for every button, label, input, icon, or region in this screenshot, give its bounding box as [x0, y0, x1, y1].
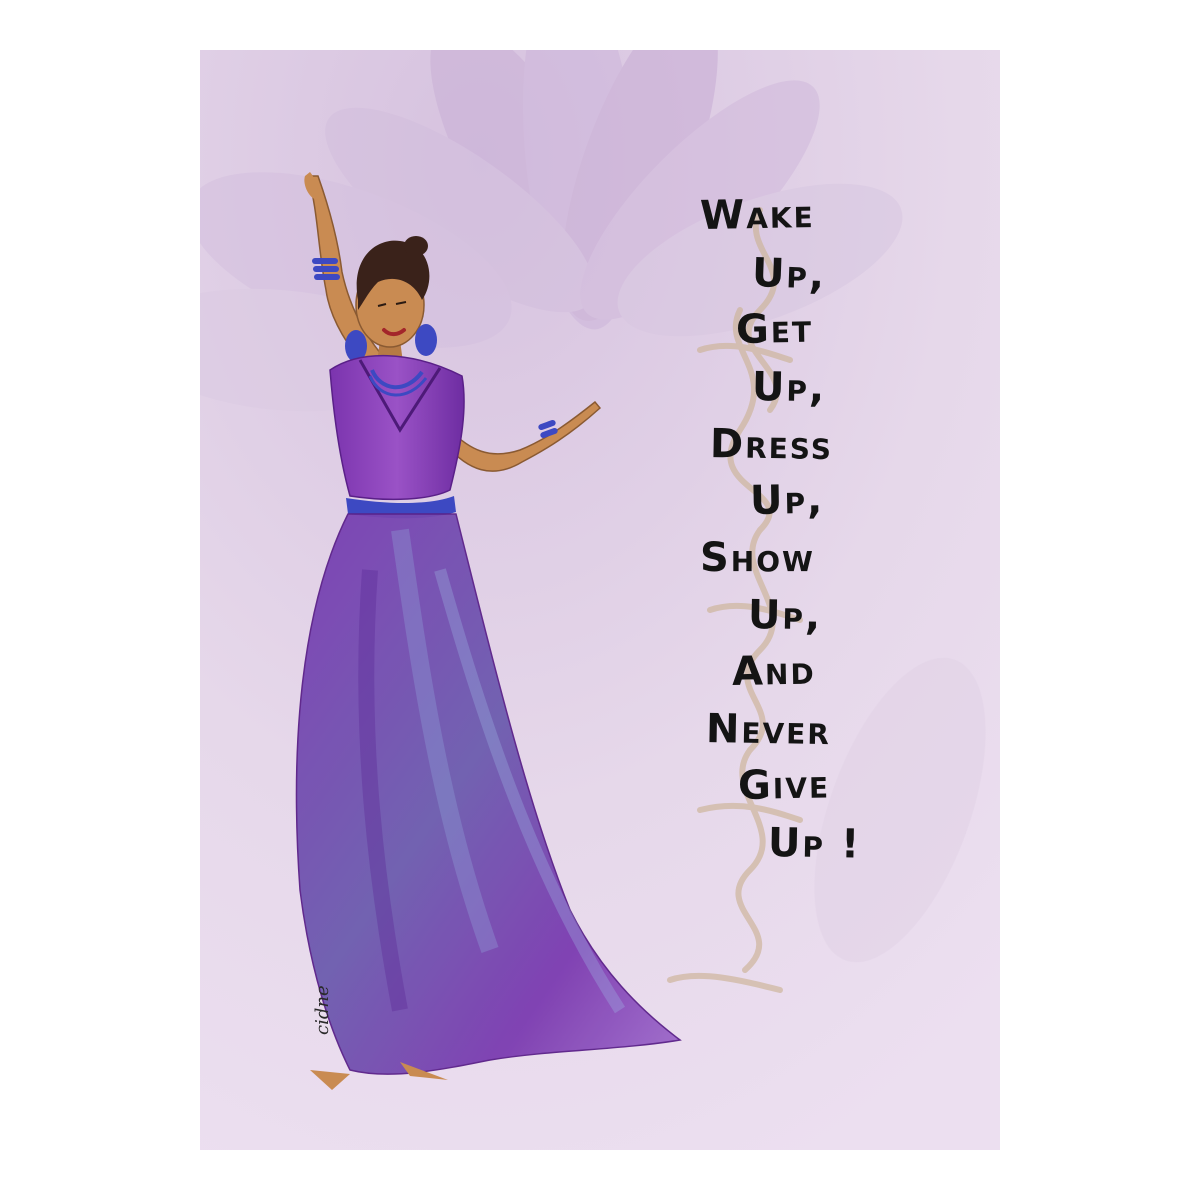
- quote-line: Get: [735, 305, 814, 353]
- quote-line: Never: [705, 706, 832, 755]
- quote-line: And: [731, 647, 817, 695]
- quote-line: Give: [737, 761, 831, 809]
- quote-line: Show: [700, 535, 815, 581]
- quote-line: Up,: [749, 476, 825, 524]
- quote-text: [670, 188, 970, 872]
- quote-line: Up !: [767, 820, 862, 868]
- quote-line: Up,: [751, 364, 827, 412]
- quote-line: Up,: [747, 592, 823, 640]
- quote-line: Dress: [709, 421, 834, 470]
- quote-line: Wake: [699, 191, 816, 239]
- artwork-card: [200, 50, 1000, 1150]
- artist-signature: cidne: [312, 985, 333, 1035]
- quote-line: Up,: [751, 250, 827, 299]
